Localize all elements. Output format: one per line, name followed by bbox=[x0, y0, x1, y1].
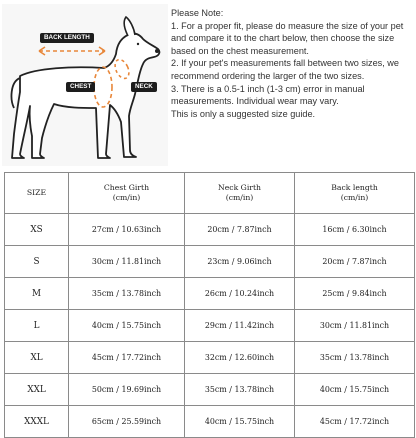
table-row bbox=[5, 278, 415, 310]
chest-cell: 45cm / 17.72inch bbox=[69, 342, 185, 374]
chest-cell: 30cm / 11.81inch bbox=[69, 246, 185, 278]
chest-cell: 35cm / 13.78inch bbox=[69, 278, 185, 310]
back-cell: 35cm / 13.78inch bbox=[295, 342, 415, 374]
table-row bbox=[5, 342, 415, 374]
note-footer: This is only a suggested size guide. bbox=[171, 108, 316, 119]
neck-cell: 23cm / 9.06inch bbox=[185, 246, 295, 278]
neck-cell: 32cm / 12.60inch bbox=[185, 342, 295, 374]
chest-label: CHEST bbox=[66, 82, 95, 92]
chest-cell: 65cm / 25.59inch bbox=[69, 406, 185, 438]
neck-cell: 29cm / 11.42inch bbox=[185, 310, 295, 342]
neck-cell: 26cm / 10.24inch bbox=[185, 278, 295, 310]
note-point-2: 2. If your pet's measurements fall between two sizes, we recommend ordering the larger of the two sizes. bbox=[171, 58, 399, 81]
chest-cell: 50cm / 19.69inch bbox=[69, 374, 185, 406]
neck-label: NECK bbox=[131, 82, 157, 92]
size-chart-table bbox=[4, 172, 415, 438]
header-back-length: Back length (cm/in) bbox=[295, 173, 415, 214]
table-row bbox=[5, 246, 415, 278]
back-cell: 45cm / 17.72inch bbox=[295, 406, 415, 438]
size-cell: XXXL bbox=[5, 406, 69, 438]
neck-cell: 40cm / 15.75inch bbox=[185, 406, 295, 438]
note-point-1: 1. For a proper fit, please do measure the size of your pet and compare it to the chart below, then choose the size based on the chest measurement. bbox=[171, 20, 404, 56]
size-cell: XL bbox=[5, 342, 69, 374]
table-header-row bbox=[5, 173, 415, 214]
please-note-panel bbox=[171, 7, 414, 120]
dog-measurement-diagram bbox=[2, 4, 168, 166]
neck-cell: 35cm / 13.78inch bbox=[185, 374, 295, 406]
table-row bbox=[5, 374, 415, 406]
size-cell: M bbox=[5, 278, 69, 310]
back-cell: 16cm / 6.30inch bbox=[295, 214, 415, 246]
back-length-label: BACK LENGTH bbox=[40, 33, 94, 43]
back-cell: 30cm / 11.81inch bbox=[295, 310, 415, 342]
size-cell: L bbox=[5, 310, 69, 342]
table-row bbox=[5, 310, 415, 342]
size-cell: S bbox=[5, 246, 69, 278]
note-point-3: 3. There is a 0.5-1 inch (1-3 cm) error in manual measurements. Individual wear may vary. bbox=[171, 83, 365, 107]
size-cell: XS bbox=[5, 214, 69, 246]
note-heading: Please Note: bbox=[171, 8, 224, 18]
neck-cell: 20cm / 7.87inch bbox=[185, 214, 295, 246]
chest-cell: 40cm / 15.75inch bbox=[69, 310, 185, 342]
table-row bbox=[5, 406, 415, 438]
back-cell: 25cm / 9.84inch bbox=[295, 278, 415, 310]
header-chest-girth: Chest Girth (cm/in) bbox=[69, 173, 185, 214]
size-guide-top bbox=[0, 0, 416, 170]
header-size: SIZE bbox=[5, 173, 69, 214]
chest-cell: 27cm / 10.63inch bbox=[69, 214, 185, 246]
header-neck-girth: Neck Girth (cm/in) bbox=[185, 173, 295, 214]
back-cell: 40cm / 15.75inch bbox=[295, 374, 415, 406]
table-row bbox=[5, 214, 415, 246]
back-cell: 20cm / 7.87inch bbox=[295, 246, 415, 278]
size-cell: XXL bbox=[5, 374, 69, 406]
